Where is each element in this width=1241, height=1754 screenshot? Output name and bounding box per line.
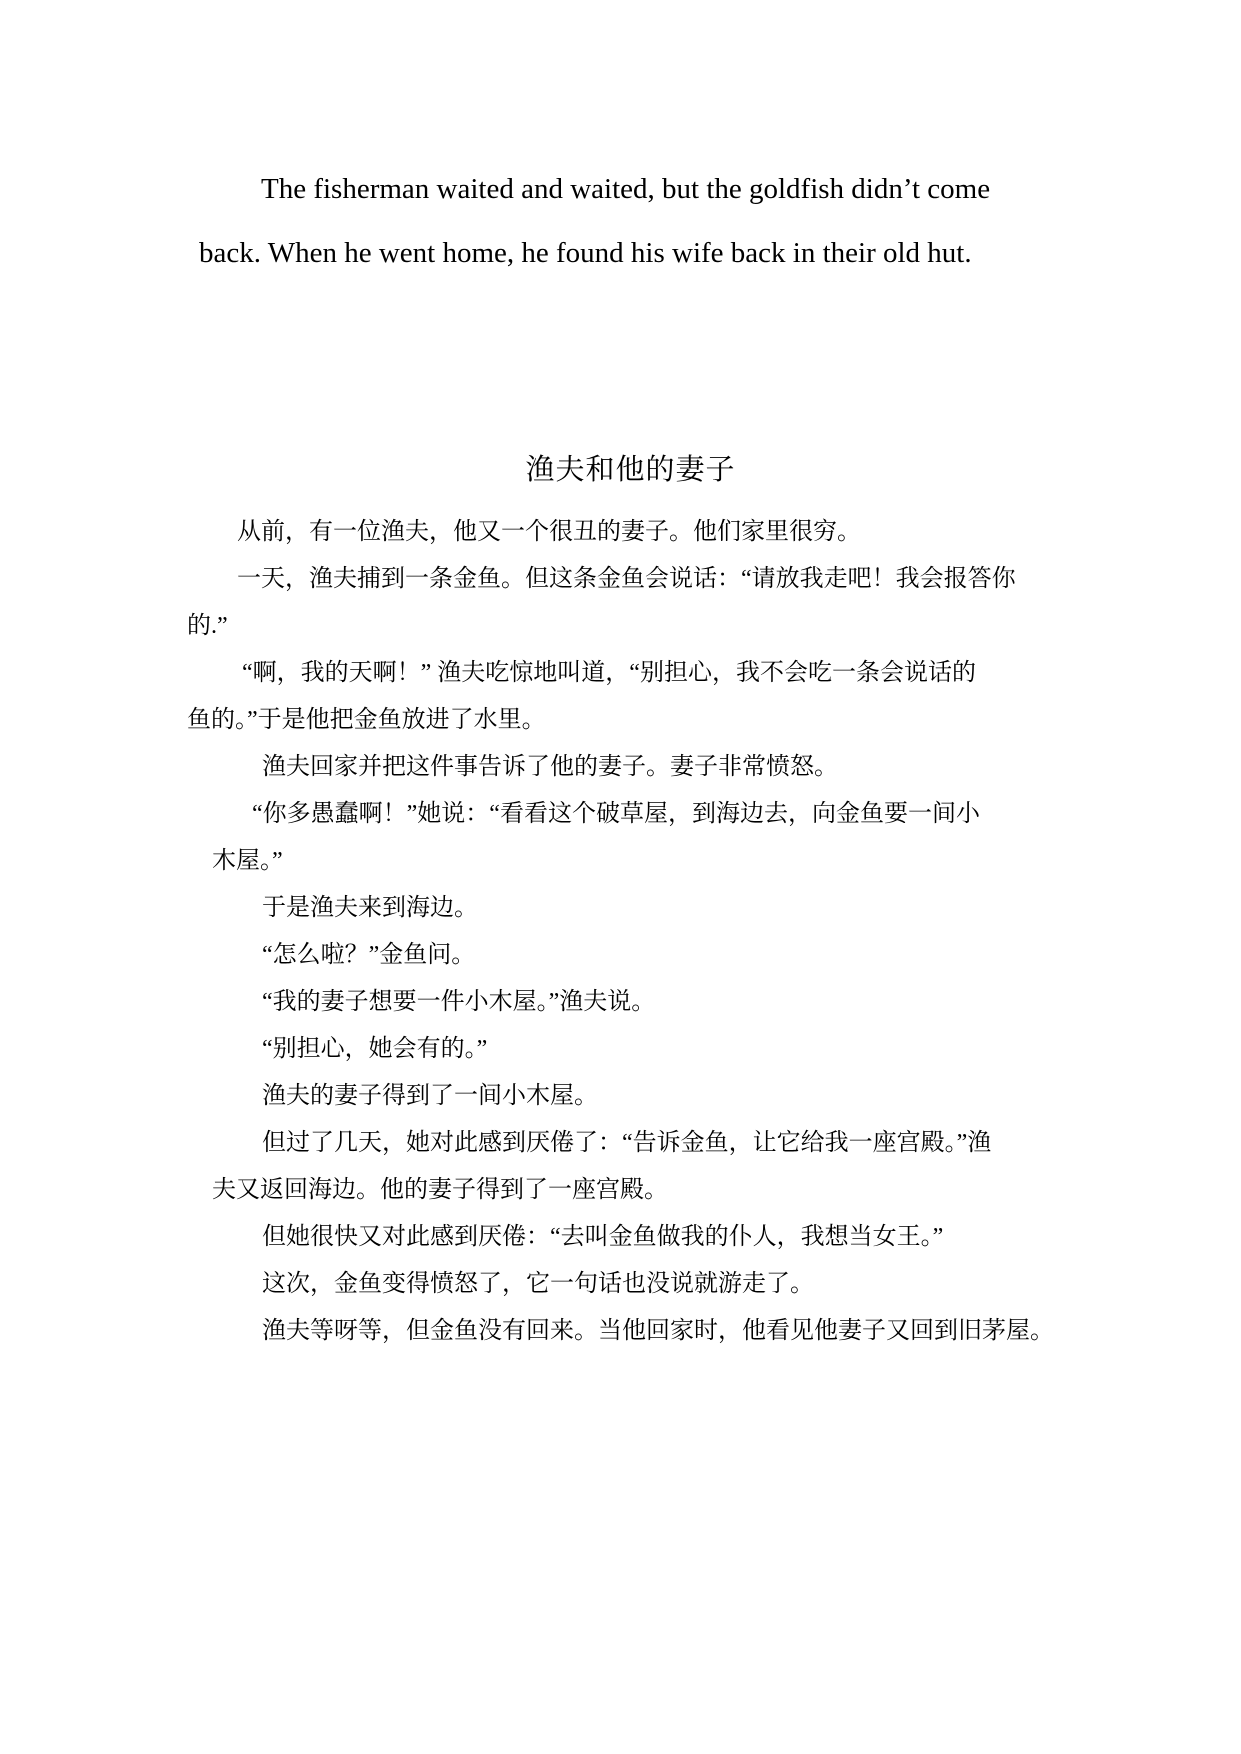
chinese-line: 从前，有一位渔夫，他又一个很丑的妻子。他们家里很穷。: [237, 519, 861, 545]
chinese-story-title: 渔夫和他的妻子: [525, 454, 736, 486]
english-paragraph: [199, 157, 1069, 285]
chinese-line: 的.”: [187, 613, 228, 639]
chinese-line: 鱼的。”于是他把金鱼放进了水里。: [187, 707, 546, 733]
chinese-line: 但她很快又对此感到厌倦：“去叫金鱼做我的仆人，我想当女王。”: [262, 1224, 944, 1250]
chinese-line: 一天，渔夫捕到一条金鱼。但这条金鱼会说话：“请放我走吧！我会报答你: [237, 566, 1016, 592]
chinese-line: 木屋。”: [212, 848, 283, 874]
english-line: back. When he went home, he found his wife back in their old hut.: [199, 237, 972, 269]
chinese-line: “我的妻子想要一件小木屋。”渔夫说。: [262, 989, 656, 1015]
chinese-line: “怎么啦？”金鱼问。: [262, 942, 476, 968]
chinese-line: 渔夫等呀等，但金鱼没有回来。当他回家时，他看见他妻子又回到旧茅屋。: [262, 1318, 1054, 1344]
english-line: The fisherman waited and waited, but the goldfish didn’t come: [261, 173, 991, 205]
chinese-line: 这次，金鱼变得愤怒了，它一句话也没说就游走了。: [262, 1271, 814, 1297]
chinese-line: “别担心，她会有的。”: [262, 1036, 488, 1062]
chinese-line: 于是渔夫来到海边。: [262, 895, 478, 921]
chinese-line: 渔夫的妻子得到了一间小木屋。: [262, 1083, 598, 1109]
chinese-line: “你多愚蠢啊！”她说：“看看这个破草屋，到海边去，向金鱼要一间小: [252, 801, 980, 827]
chinese-line: 渔夫回家并把这件事告诉了他的妻子。妻子非常愤怒。: [262, 754, 838, 780]
chinese-line: 夫又返回海边。他的妻子得到了一座宫殿。: [212, 1177, 668, 1203]
chinese-line: 但过了几天，她对此感到厌倦了：“告诉金鱼，让它给我一座宫殿。”渔: [262, 1130, 992, 1156]
chinese-line: “啊，我的天啊！” 渔夫吃惊地叫道，“别担心，我不会吃一条会说话的: [242, 660, 976, 686]
